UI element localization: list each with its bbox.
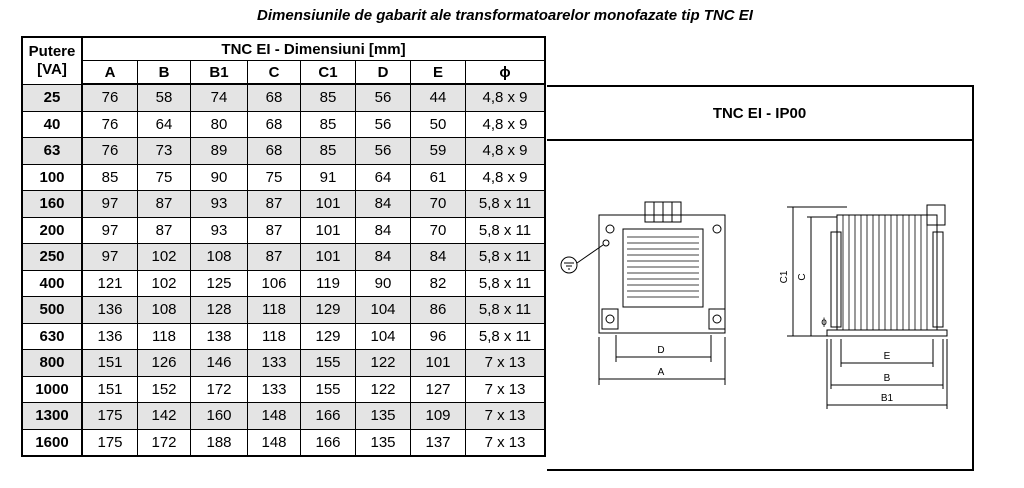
power-header-line1: Putere [28, 42, 76, 60]
table-cell: 172 [138, 429, 191, 456]
table-cell: 136 [82, 323, 138, 350]
table-cell: 93 [191, 191, 248, 218]
table-cell: 82 [411, 270, 466, 297]
table-cell: 76 [82, 84, 138, 111]
table-cell: 133 [248, 350, 301, 377]
table-cell: 44 [411, 84, 466, 111]
table-cell: 7 x 13 [466, 350, 546, 377]
drawing-label: TNC EI - IP00 [547, 87, 972, 141]
table-cell: 87 [248, 244, 301, 271]
table-cell: 70 [411, 191, 466, 218]
table-cell: 84 [356, 217, 411, 244]
table-cell: 90 [356, 270, 411, 297]
dim-label-b1: B1 [880, 393, 894, 404]
table-cell: 84 [356, 244, 411, 271]
power-cell: 25 [22, 84, 82, 111]
side-bracket-right [933, 232, 943, 327]
drawing-panel [547, 85, 974, 471]
table-row [22, 403, 545, 430]
table-cell: 122 [356, 350, 411, 377]
table-cell: 151 [82, 376, 138, 403]
power-cell: 630 [22, 323, 82, 350]
table-cell: 75 [138, 164, 191, 191]
table-cell: 68 [248, 111, 301, 138]
power-cell: 1000 [22, 376, 82, 403]
dim-label-a: A [657, 367, 665, 378]
table-cell: 96 [411, 323, 466, 350]
power-cell: 100 [22, 164, 82, 191]
power-cell: 800 [22, 350, 82, 377]
power-cell: 500 [22, 297, 82, 324]
column-header: B [138, 61, 191, 85]
table-cell: 125 [191, 270, 248, 297]
column-header: E [411, 61, 466, 85]
table-cell: 137 [411, 429, 466, 456]
table-cell: 129 [301, 297, 356, 324]
table-cell: 50 [411, 111, 466, 138]
table-row [22, 270, 545, 297]
table-cell: 4,8 x 9 [466, 164, 546, 191]
front-foot-right [709, 309, 725, 329]
table-cell: 85 [301, 111, 356, 138]
power-cell: 1600 [22, 429, 82, 456]
power-cell: 40 [22, 111, 82, 138]
table-cell: 146 [191, 350, 248, 377]
side-fins [843, 215, 927, 330]
table-body [22, 84, 545, 456]
table-cell: 90 [191, 164, 248, 191]
table-cell: 175 [82, 429, 138, 456]
dim-label-d: D [657, 345, 665, 356]
table-cell: 119 [301, 270, 356, 297]
ground-symbol-icon [561, 257, 577, 273]
table-cell: 56 [356, 111, 411, 138]
dim-label-c: C [797, 273, 808, 281]
table-cell: 135 [356, 403, 411, 430]
table-cell: 84 [411, 244, 466, 271]
table-cell: 5,8 x 11 [466, 323, 546, 350]
table-cell: 104 [356, 323, 411, 350]
table-cell: 56 [356, 138, 411, 165]
table-cell: 172 [191, 376, 248, 403]
table-cell: 4,8 x 9 [466, 84, 546, 111]
table-cell: 102 [138, 270, 191, 297]
table-group-header-row [22, 37, 545, 61]
table-cell: 160 [191, 403, 248, 430]
table-row [22, 323, 545, 350]
table-cell: 101 [301, 217, 356, 244]
table-cell: 56 [356, 84, 411, 111]
column-header: ϕ [466, 61, 546, 85]
table-cell: 142 [138, 403, 191, 430]
table-cell: 108 [138, 297, 191, 324]
table-cell: 80 [191, 111, 248, 138]
side-coil-body [837, 215, 937, 330]
table-cell: 135 [356, 429, 411, 456]
table-cell: 108 [191, 244, 248, 271]
dim-label-e: E [883, 351, 891, 362]
table-row [22, 84, 545, 111]
table-cell: 155 [301, 376, 356, 403]
table-cell: 166 [301, 403, 356, 430]
front-core [623, 229, 703, 307]
table-cell: 5,8 x 11 [466, 244, 546, 271]
table-row [22, 217, 545, 244]
table-cell: 73 [138, 138, 191, 165]
table-cell: 133 [248, 376, 301, 403]
table-cell: 118 [248, 323, 301, 350]
table-cell: 101 [301, 191, 356, 218]
power-cell: 1300 [22, 403, 82, 430]
table-row [22, 164, 545, 191]
table-cell: 166 [301, 429, 356, 456]
table-cell: 5,8 x 11 [466, 270, 546, 297]
table-row [22, 244, 545, 271]
table-cell: 75 [248, 164, 301, 191]
power-cell: 200 [22, 217, 82, 244]
table-cell: 97 [82, 191, 138, 218]
table-cell: 70 [411, 217, 466, 244]
table-cell: 5,8 x 11 [466, 191, 546, 218]
dimensions-table [21, 36, 546, 457]
front-ground-screw [603, 240, 609, 246]
transformer-drawing [547, 87, 974, 473]
table-cell: 152 [138, 376, 191, 403]
table-cell: 4,8 x 9 [466, 138, 546, 165]
table-cell: 155 [301, 350, 356, 377]
table-row [22, 376, 545, 403]
table-cell: 101 [411, 350, 466, 377]
dim-label-c1: C1 [779, 270, 790, 284]
table-cell: 118 [138, 323, 191, 350]
dim-label-phi: ϕ [821, 317, 827, 328]
table-cell: 86 [411, 297, 466, 324]
table-cell: 7 x 13 [466, 376, 546, 403]
table-cell: 121 [82, 270, 138, 297]
table-cell: 59 [411, 138, 466, 165]
side-view [787, 205, 947, 409]
table-cell: 76 [82, 111, 138, 138]
table-cell: 188 [191, 429, 248, 456]
table-cell: 136 [82, 297, 138, 324]
table-cell: 91 [301, 164, 356, 191]
side-base-plate [827, 330, 947, 336]
front-foot-left [602, 309, 618, 329]
power-cell: 160 [22, 191, 82, 218]
dimensions-group-header: TNC EI - Dimensiuni [mm] [82, 37, 545, 61]
front-mount-hole-right [713, 315, 721, 323]
page-title: Dimensiunile de gabarit ale transformatoarelor monofazate tip TNC EI [257, 7, 753, 24]
table-cell: 85 [301, 138, 356, 165]
power-cell: 63 [22, 138, 82, 165]
table-row [22, 297, 545, 324]
table-cell: 126 [138, 350, 191, 377]
table-row [22, 350, 545, 377]
table-cell: 127 [411, 376, 466, 403]
front-screw-top-left [606, 225, 614, 233]
table-cell: 97 [82, 244, 138, 271]
table-cell: 89 [191, 138, 248, 165]
table-cell: 148 [248, 429, 301, 456]
side-bracket-left [831, 232, 841, 327]
power-header-line2: [VA] [37, 60, 67, 78]
column-header: C1 [301, 61, 356, 85]
table-cell: 64 [138, 111, 191, 138]
table-cell: 68 [248, 84, 301, 111]
table-cell: 101 [301, 244, 356, 271]
table-cell: 128 [191, 297, 248, 324]
table-cell: 4,8 x 9 [466, 111, 546, 138]
column-header: A [82, 61, 138, 85]
table-cell: 85 [82, 164, 138, 191]
table-cell: 87 [138, 217, 191, 244]
column-header: C [248, 61, 301, 85]
table-cell: 84 [356, 191, 411, 218]
table-cell: 87 [248, 191, 301, 218]
table-cell: 102 [138, 244, 191, 271]
table-cell: 129 [301, 323, 356, 350]
power-header [22, 37, 82, 84]
table-cell: 7 x 13 [466, 429, 546, 456]
table-cell: 64 [356, 164, 411, 191]
table-row [22, 429, 545, 456]
table-row [22, 138, 545, 165]
table-cell: 7 x 13 [466, 403, 546, 430]
front-screw-top-right [713, 225, 721, 233]
table-cell: 138 [191, 323, 248, 350]
table-cell: 148 [248, 403, 301, 430]
table-cell: 87 [138, 191, 191, 218]
table-cell: 151 [82, 350, 138, 377]
table-cell: 122 [356, 376, 411, 403]
power-cell: 400 [22, 270, 82, 297]
front-mount-hole-left [606, 315, 614, 323]
table-cell: 97 [82, 217, 138, 244]
table-cell: 175 [82, 403, 138, 430]
table-cell: 74 [191, 84, 248, 111]
table-cell: 93 [191, 217, 248, 244]
table-cell: 118 [248, 297, 301, 324]
power-cell: 250 [22, 244, 82, 271]
table-cell: 58 [138, 84, 191, 111]
table-cell: 109 [411, 403, 466, 430]
column-header: B1 [191, 61, 248, 85]
table-cell: 106 [248, 270, 301, 297]
table-cell: 104 [356, 297, 411, 324]
table-cell: 68 [248, 138, 301, 165]
table-cell: 85 [301, 84, 356, 111]
table-row [22, 191, 545, 218]
table-cell: 5,8 x 11 [466, 297, 546, 324]
front-laminations [627, 237, 699, 297]
table-row [22, 111, 545, 138]
table-cell: 61 [411, 164, 466, 191]
column-header: D [356, 61, 411, 85]
table-cell: 5,8 x 11 [466, 217, 546, 244]
column-header-row [22, 61, 545, 85]
front-view [561, 202, 725, 385]
table-cell: 76 [82, 138, 138, 165]
dim-label-b: B [883, 373, 891, 384]
table-cell: 87 [248, 217, 301, 244]
